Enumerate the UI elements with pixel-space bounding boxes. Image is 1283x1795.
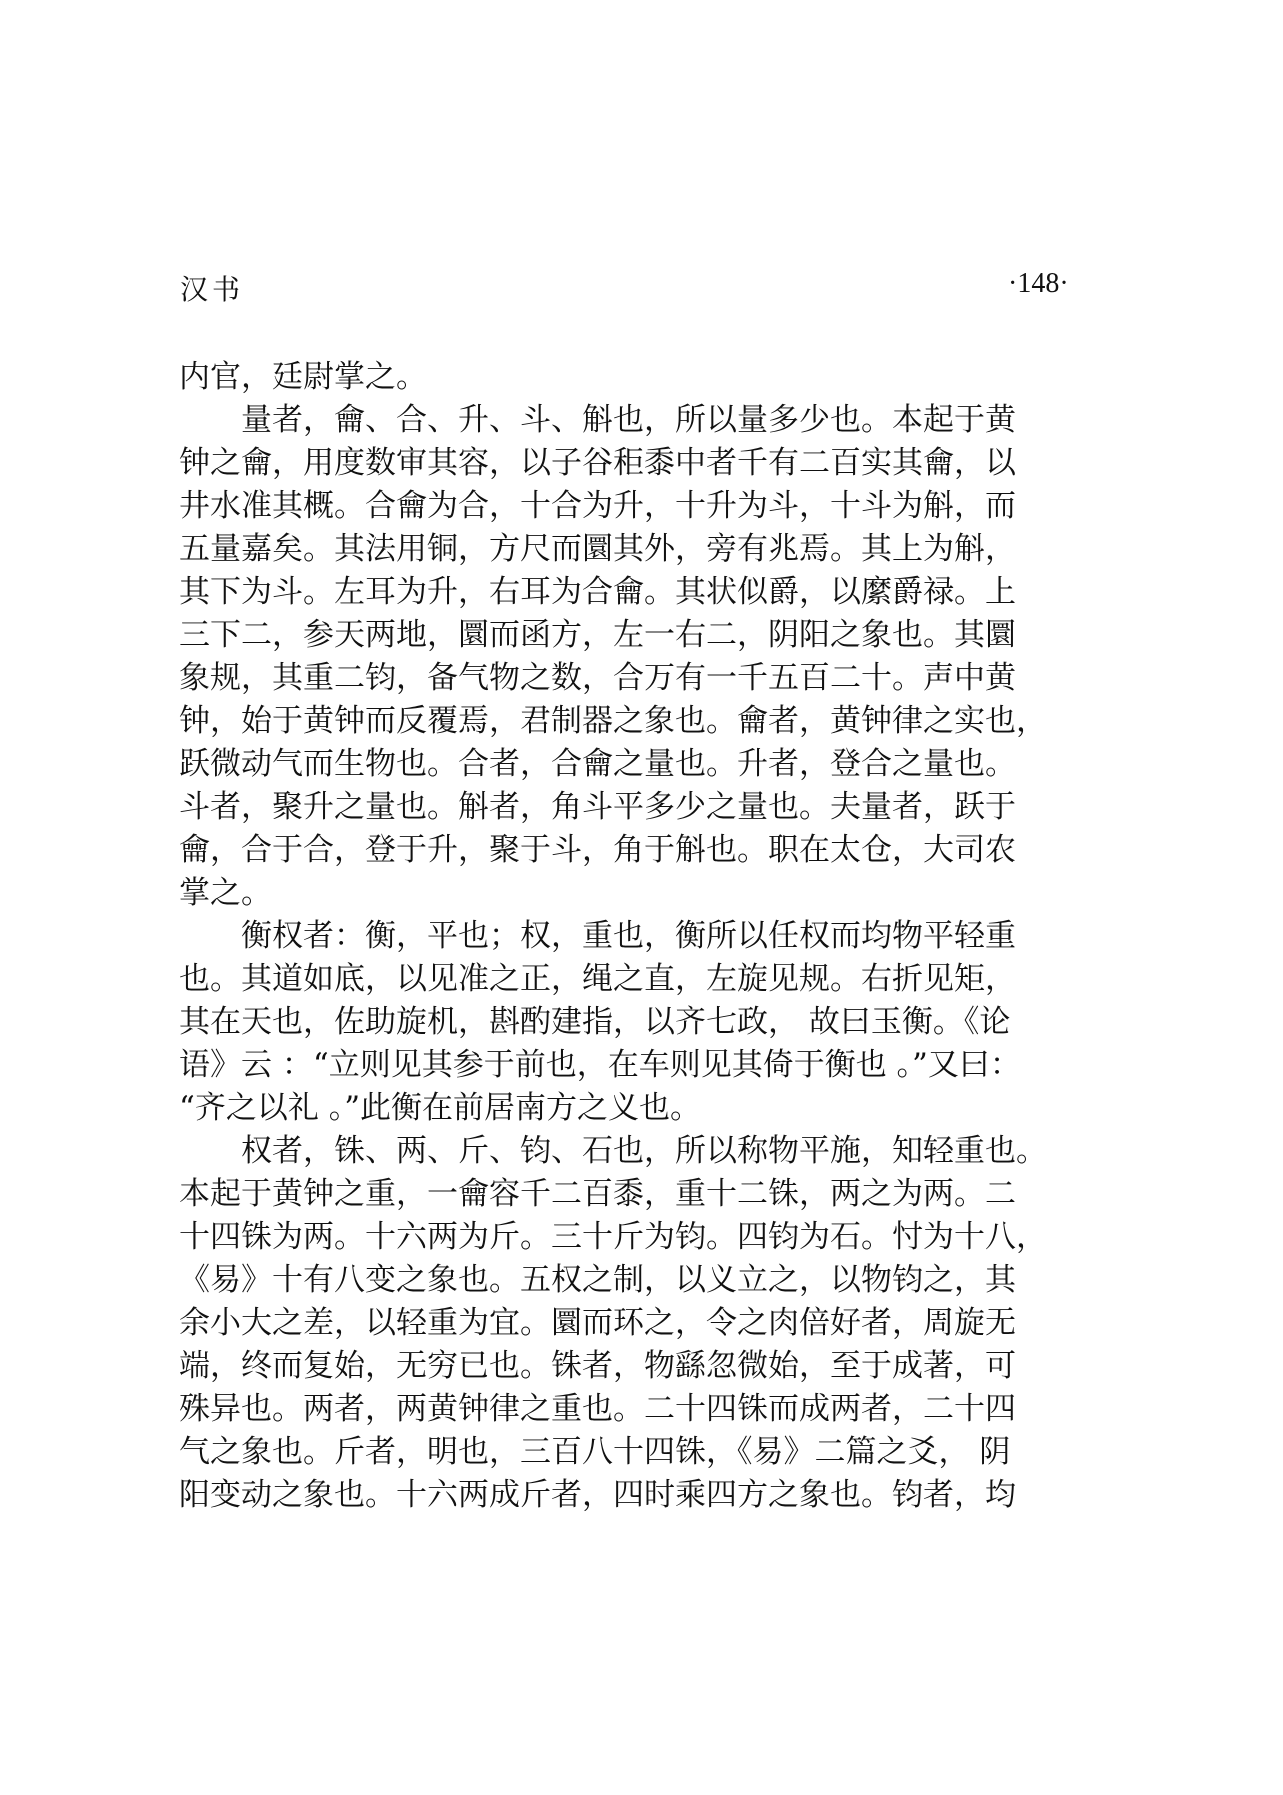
text-line: 也。其道如底，以见准之正，绳之直，左旋见规。右折见矩， (179, 961, 1016, 997)
text-line: 掌之。 (179, 875, 272, 911)
text-line: 量者，龠、合、升、斗、斛也，所以量多少也。本起于黄 (241, 402, 1016, 438)
text-line: 阳变动之象也。十六两成斤者，四时乘四方之象也。钧者，均 (179, 1477, 1016, 1513)
text-line: 余小大之差，以轻重为宜。圜而环之，令之肉倍好者，周旋无 (179, 1305, 1016, 1341)
text-line: 语》云 ：“立则见其参于前也，在车则见其倚于衡也 。”又曰： (179, 1047, 1021, 1083)
text-line: 钟，始于黄钟而反覆焉，君制器之象也。龠者，黄钟律之实也， (179, 703, 1047, 739)
text-line: 十四铢为两。十六两为斤。三十斤为钧。四钧为石。忖为十八， (179, 1219, 1047, 1255)
text-line: 其下为斗。左耳为升，右耳为合龠。其状似爵，以縻爵禄。上 (179, 574, 1016, 610)
text-line: 象规，其重二钧，备气物之数，合万有一千五百二十。声中黄 (179, 660, 1016, 696)
text-line: 三下二，参天两地，圜而函方，左一右二，阴阳之象也。其圜 (179, 617, 1016, 653)
text-line: 龠，合于合，登于升，聚于斗，角于斛也。职在太仓，大司农 (179, 832, 1016, 868)
text-line: 《易》十有八变之象也。五权之制，以义立之，以物钧之，其 (179, 1262, 1016, 1298)
book-title: 汉书 (180, 273, 245, 306)
text-line: 五量嘉矣。其法用铜，方尺而圜其外，旁有兆焉。其上为斛， (179, 531, 1016, 567)
text-line: 内官，廷尉掌之。 (179, 359, 427, 395)
text-line: 斗者，聚升之量也。斛者，角斗平多少之量也。夫量者，跃于 (179, 789, 1016, 825)
text-line: “齐之以礼 。”此衡在前居南方之义也。 (179, 1090, 702, 1126)
text-line: 其在天也，佐助旋机，斟酌建指，以齐七政， 故曰玉衡。《论 (179, 1004, 1011, 1040)
page-number: ·148· (1008, 268, 1069, 299)
body-text (179, 356, 1099, 1517)
text-line: 井水准其概。合龠为合，十合为升，十升为斗，十斗为斛，而 (179, 488, 1016, 524)
text-line: 权者，铢、两、斤、钧、石也，所以称物平施，知轻重也。 (241, 1133, 1047, 1169)
text-line: 钟之龠，用度数审其容，以子谷秬黍中者千有二百实其龠，以 (179, 445, 1016, 481)
text-line: 端，终而复始，无穷已也。铢者，物繇忽微始，至于成著，可 (179, 1348, 1016, 1384)
text-line: 本起于黄钟之重，一龠容千二百黍，重十二铢，两之为两。二 (179, 1176, 1016, 1212)
text-line: 衡权者：衡，平也；权，重也，衡所以任权而均物平轻重 (241, 918, 1016, 954)
text-line: 跃微动气而生物也。合者，合龠之量也。升者，登合之量也。 (179, 746, 1016, 782)
text-line: 气之象也。斤者，明也，三百八十四铢，《易》二篇之爻， 阴 (179, 1434, 1011, 1470)
text-line: 殊异也。两者，两黄钟律之重也。二十四铢而成两者，二十四 (179, 1391, 1016, 1427)
